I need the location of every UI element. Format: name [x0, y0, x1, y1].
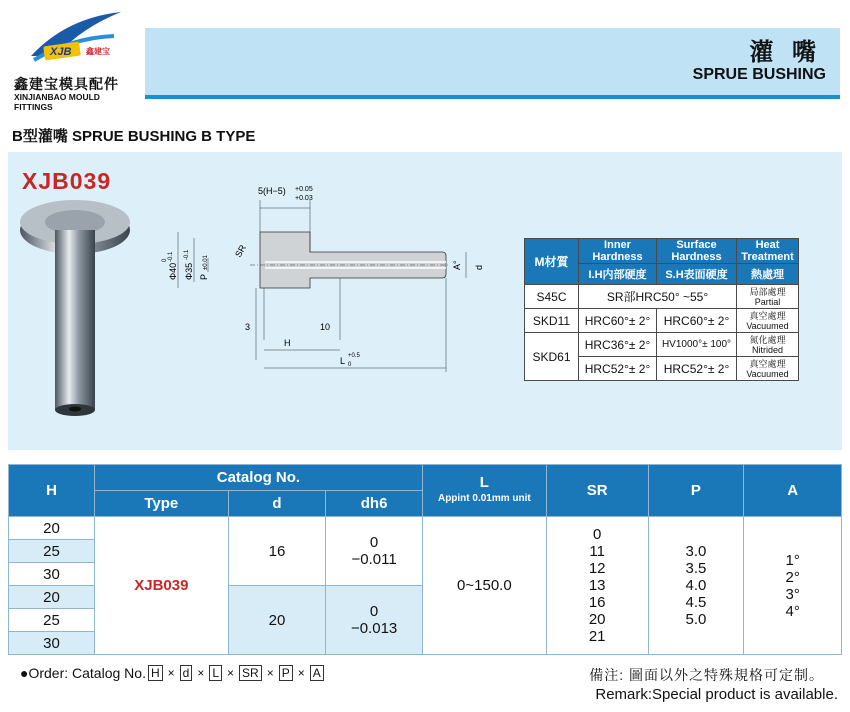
cell-h: 30	[9, 563, 95, 586]
col-p-header: P	[648, 465, 744, 517]
spec-material: SKD11	[525, 309, 579, 333]
col-sr-header: SR	[546, 465, 648, 517]
table-row	[9, 517, 842, 540]
spec-h-heat-cn: 熱處理	[737, 264, 799, 285]
spec-inner: HRC60°± 2°	[579, 309, 657, 333]
page-title-en: SPRUE BUSHING	[692, 66, 826, 83]
spec-surface: HRC52°± 2°	[657, 357, 737, 381]
dim-l: L	[340, 356, 346, 366]
remark-en: Remark:Special product is available.	[595, 686, 838, 703]
spec-h-inner-cn: I.H内部硬度	[579, 264, 657, 285]
spec-surface: HV1000°± 100°	[657, 333, 737, 357]
order-part: H	[148, 665, 163, 681]
logo-swoosh-icon	[26, 8, 126, 70]
dim-top-tol-hi: +0.05	[295, 186, 313, 193]
spec-h-surface-cn: S.H表面硬度	[657, 264, 737, 285]
header-banner	[145, 28, 840, 95]
cell-h: 25	[9, 540, 95, 563]
cell-sr: 0 11 12 13 16 20 21	[546, 517, 648, 655]
dim-d: d	[474, 264, 484, 270]
material-spec-table	[524, 238, 799, 381]
dim-top-tol-lo: +0.03	[295, 195, 313, 202]
brand-name-en: XINJIANBAO MOULD FITTINGS	[14, 92, 100, 112]
col-d-header: d	[228, 491, 326, 517]
spec-heat: 氮化處理 Nitrided	[737, 333, 799, 357]
cell-h: 30	[9, 632, 95, 655]
spec-material: SKD61	[525, 333, 579, 381]
dim-3: 3	[245, 322, 251, 332]
order-part: P	[279, 665, 293, 681]
dim-p-tol: ±0.01	[203, 255, 209, 270]
page-title-cn: 灌 嘴	[749, 39, 822, 66]
col-catalog-header: Catalog No.	[94, 465, 422, 491]
cell-h: 20	[9, 586, 95, 609]
cell-type: XJB039	[94, 517, 228, 655]
spec-h-material: M材質	[525, 239, 579, 285]
spec-material: S45C	[525, 285, 579, 309]
dim-l-tol-hi: +0.5	[348, 353, 360, 359]
catalog-table	[8, 464, 842, 655]
order-part: L	[209, 665, 222, 681]
product-code: XJB039	[22, 168, 112, 194]
cell-d: 20	[228, 586, 326, 655]
section-title: B型灌嘴 SPRUE BUSHING B TYPE	[12, 128, 256, 145]
col-dh6-header: dh6	[326, 491, 423, 517]
col-h-header: H	[9, 465, 95, 517]
technical-drawing	[150, 180, 510, 380]
dim-p: P	[199, 273, 209, 280]
dim-top-label: 5(H−5)	[258, 186, 286, 196]
logo-text: XJB	[50, 46, 72, 58]
dim-a: A°	[452, 260, 462, 270]
dim-phi40: Φ40	[168, 262, 178, 280]
remark-cn: 備注: 圖面以外之特殊規格可定制。	[589, 667, 824, 683]
spec-h-surface: Surface Hardness	[657, 239, 737, 264]
spec-h-heat: Heat Treatment	[737, 239, 799, 264]
cell-h: 25	[9, 609, 95, 632]
spec-row	[525, 333, 799, 357]
spec-row	[525, 309, 799, 333]
col-type-header: Type	[94, 491, 228, 517]
spec-inner: HRC52°± 2°	[579, 357, 657, 381]
brand-name-cn: 鑫建宝模具配件	[14, 76, 119, 92]
dim-h: H	[284, 338, 291, 348]
spec-surface: HRC60°± 2°	[657, 309, 737, 333]
product-photo	[10, 190, 140, 420]
spec-inner: HRC36°± 2°	[579, 333, 657, 357]
dim-phi40-tol-hi: 0	[162, 258, 168, 262]
cell-a: 1° 2° 3° 4°	[744, 517, 842, 655]
spec-heat: 真空處理 Vacuumed	[737, 357, 799, 381]
header-banner-band	[145, 95, 840, 99]
spec-heat: 局部處理 Partial	[737, 285, 799, 309]
order-part: d	[180, 665, 193, 681]
spec-h-inner: Inner Hardness	[579, 239, 657, 264]
cell-dh6: 0 −0.011	[326, 517, 423, 586]
spec-row	[525, 285, 799, 309]
cell-h: 20	[9, 517, 95, 540]
order-part: A	[310, 665, 324, 681]
dim-l-tol-lo: 0	[348, 362, 352, 368]
cell-dh6: 0 −0.013	[326, 586, 423, 655]
cell-d: 16	[228, 517, 326, 586]
order-label: ●Order: Catalog No.	[20, 665, 146, 681]
cell-l: 0~150.0	[422, 517, 546, 655]
logo-cn-text: 鑫建宝	[86, 47, 110, 56]
dim-10: 10	[320, 322, 331, 332]
order-format: ●Order: Catalog No. H × d × L × SR × P × A	[20, 665, 326, 681]
spec-inner: SR部HRC50° ~55°	[579, 285, 737, 309]
brand-logo	[6, 8, 136, 112]
dim-phi35: Φ35	[184, 262, 194, 280]
spec-heat: 真空處理 Vacuumed	[737, 309, 799, 333]
order-part: SR	[239, 665, 262, 681]
dim-phi40-tol-lo: -0.1	[168, 251, 174, 262]
cell-p: 3.0 3.5 4.0 4.5 5.0	[648, 517, 744, 655]
col-l-header: L Appint 0.01mm unit	[422, 465, 546, 517]
dim-phi35-tol: -0.1	[184, 249, 190, 260]
dim-sr: SR	[233, 243, 248, 259]
col-a-header: A	[744, 465, 842, 517]
